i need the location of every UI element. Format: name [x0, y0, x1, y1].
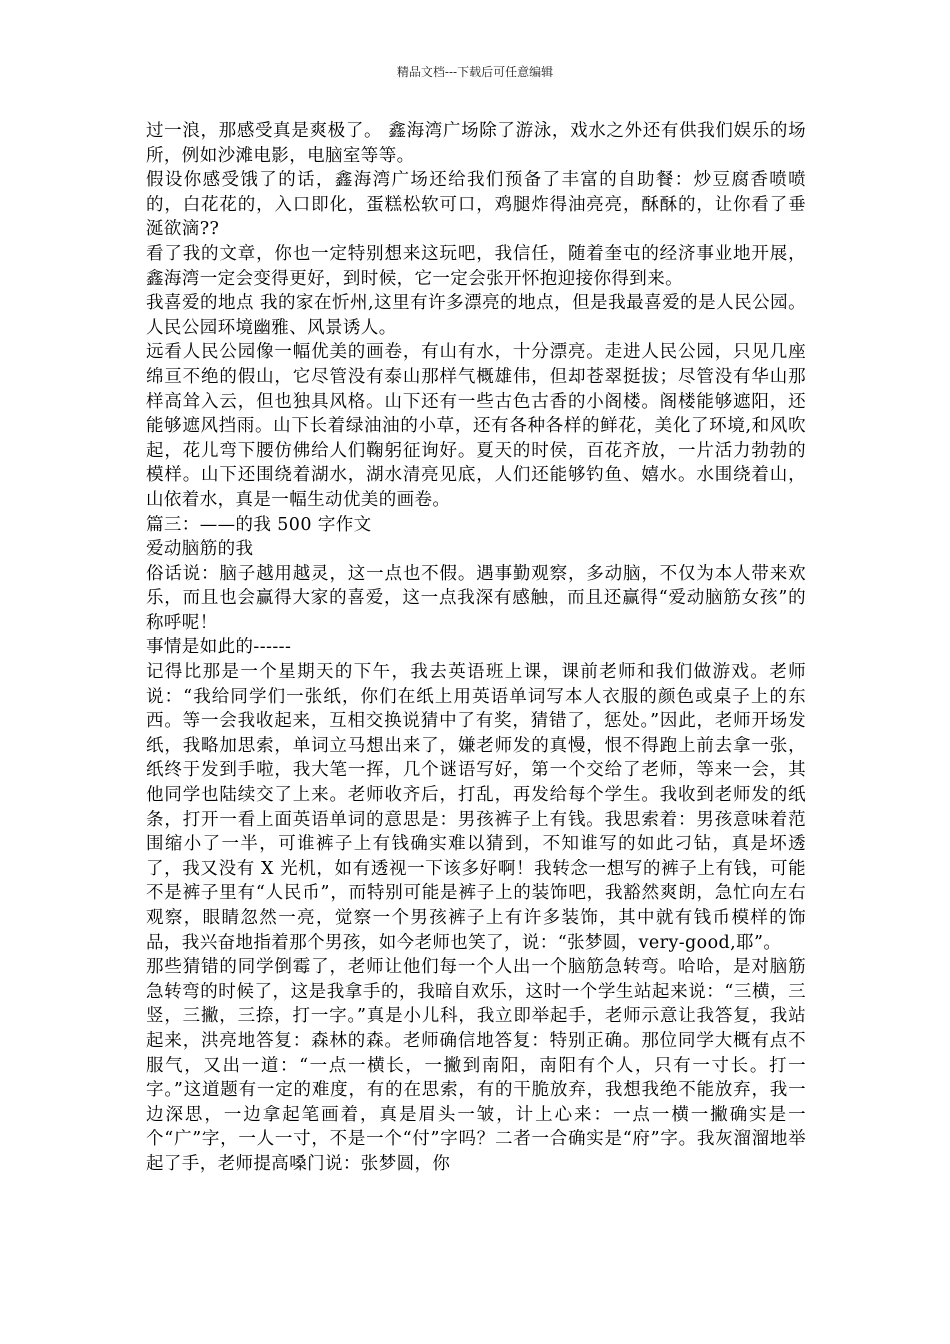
page-header: 精品文档---下载后可任意编辑 [396, 65, 554, 79]
paragraph-4: 我喜爱的地点 我的家在忻州,这里有许多漂亮的地点，但是我最喜爱的是人民公园。人民公园环境幽雅、风景诱人。 [146, 293, 806, 338]
paragraph-5: 远看人民公园像一幅优美的画卷，有山有水，十分漂亮。走进人民公园，只见几座绵亘不绝的假山，它尽管没有泰山那样气概雄伟，但却苍翠挺拔；尽管没有华山那样高耸入云，但也独具风格。山下还有一些古色古香的小阁楼。阁楼能够遮阳，还能够遮风挡雨。山下长着绿油油的小草，还有各种各样的鲜花，美化了环境,和风吹起，花儿弯下腰仿佛给人们鞠躬征询好。夏天的时侯，百花齐放，一片活力勃勃的模样。山下还围绕着湖水，湖水清亮见底，人们还能够钓鱼、嬉水。水围绕着山，山依着水，真是一幅生动优美的画卷。 [146, 342, 806, 510]
paragraph-6: 俗话说：脑子越用越灵，这一点也不假。遇事勤观察，多动脑，不仅为本人带来欢乐，而且也会赢得大家的喜爱，这一点我深有感触，而且还赢得“爱动脑筋女孩”的称呼呢！ [146, 563, 806, 633]
document-body [146, 119, 806, 1177]
essay-title: 爱动脑筋的我 [146, 539, 254, 560]
paragraph-7: 事情是如此的------ [146, 637, 292, 658]
paragraph-3: 看了我的文章，你也一定特别想来这玩吧，我信任，随着奎屯的经济事业地开展，鑫海湾一定会变得更好，到时候，它一定会张开怀抱迎接你得到来。 [146, 243, 806, 289]
paragraph-9: 那些猜错的同学倒霉了，老师让他们每一个人出一个脑筋急转弯。哈哈，是对脑筋急转弯的时候了，这是我拿手的，我暗自欢乐，这时一个学生站起来说：“三横，三竖，三撇，三捺，打一字。”真是小儿科，我立即举起手，老师示意让我答复，我站起来，洪亮地答复：森林的森。老师确信地答复：特别正确。那位同学大概有点不服气，又出一道：“一点一横长，一撇到南阳，南阳有个人，只有一寸长。打一字。”这道题有一定的难度，有的在思索，有的干脆放弃，我想我绝不能放弃，我一边深思，一边拿起笔画着，真是眉头一皱，计上心来：一点一横一撇确实是一个“广”字，一人一寸，不是一个“付”字吗？二者一合确实是“府”字。我灰溜溜地举起了手，老师提高嗓门说：张梦圆，你 [146, 957, 806, 1174]
paragraph-1: 过一浪，那感受真是爽极了。 鑫海湾广场除了游泳，戏水之外还有供我们娱乐的场所，例如沙滩电影，电脑室等等。 [146, 121, 806, 166]
paragraph-8: 记得比那是一个星期天的下午，我去英语班上课，课前老师和我们做游戏。老师说：“我给同学们一张纸，你们在纸上用英语单词写本人衣服的颜色或桌子上的东西。等一会我收起来，互相交换说猜中了有奖，猜错了，惩处。”因此，老师开场发纸，我略加思索，单词立马想出来了，嫌老师发的真慢，恨不得跑上前去拿一张，纸终于发到手啦，我大笔一挥，几个谜语写好，第一个交给了老师，等来一会，其他同学也陆续交了上来。老师收齐后，打乱，再发给每个学生。我收到老师发的纸条，打开一看上面英语单词的意思是：男孩裤子上有钱。我思索着：男孩意味着范围缩小了一半，可谁裤子上有钱确实难以猜到，不知谁写的如此刁钻，真是坏透了，我又没有 X 光机，如有透视一下该多好啊！我转念一想写的裤子上有钱，可能不是裤子里有“人民币”，而特别可能是裤子上的装饰吧，我豁然爽朗，急忙向左右观察，眼睛忽然一亮，觉察一个男孩裤子上有许多装饰，其中就有钱币模样的饰品，我兴奋地指着那个男孩，如今老师也笑了，说：“张梦圆，very-good,耶”。 [146, 662, 806, 953]
paragraph-2: 假设你感受饿了的话，鑫海湾广场还给我们预备了丰富的自助餐：炒豆腐香喷喷的，白花花的，入口即化，蛋糕松软可口，鸡腿炸得油亮亮，酥酥的，让你看了垂涎欲滴?? [146, 170, 806, 240]
section-heading: 篇三：——的我 500 字作文 [146, 514, 372, 535]
